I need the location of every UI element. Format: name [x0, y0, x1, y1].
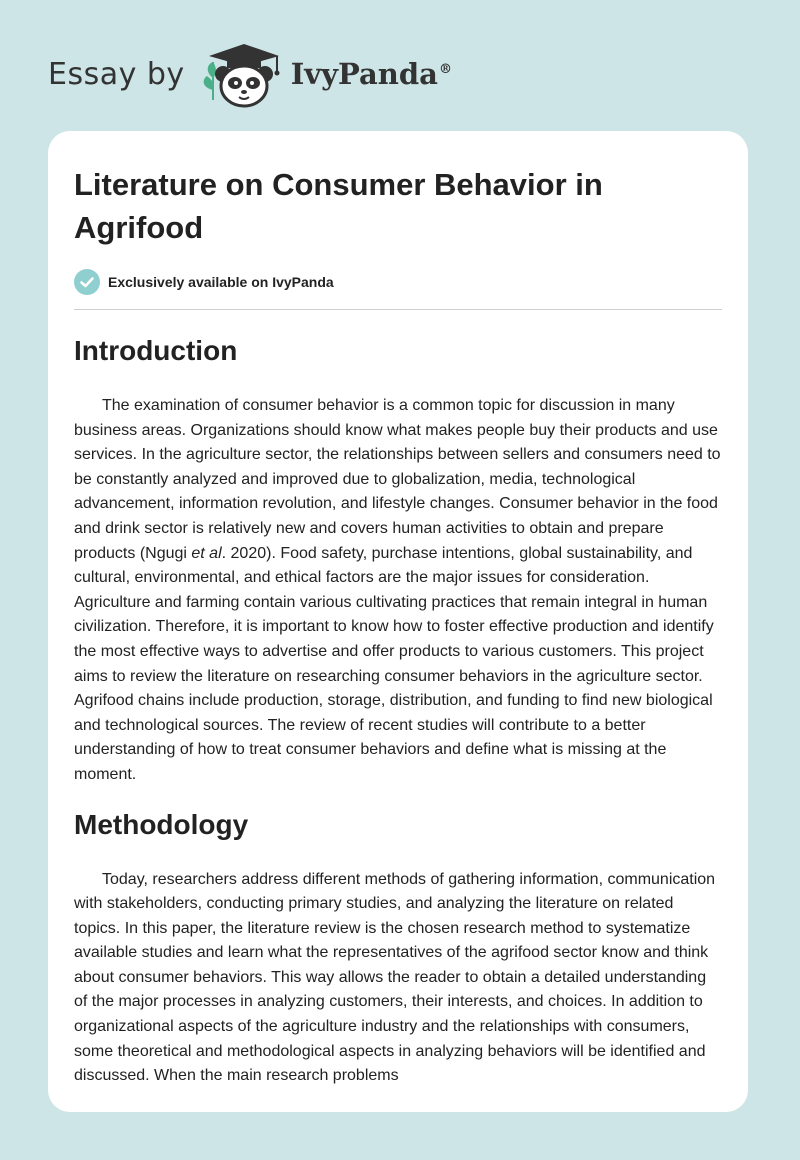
- essay-title: Literature on Consumer Behavior in Agrifood: [74, 167, 603, 245]
- section-heading-methodology: Methodology: [74, 808, 249, 840]
- exclusive-badge: [74, 268, 722, 296]
- badge-text: Exclusively available on IvyPanda: [108, 274, 334, 290]
- check-circle-icon: [74, 269, 100, 295]
- brand-prefix: Essay by: [48, 56, 185, 92]
- brand-header[interactable]: [48, 34, 452, 114]
- panda-graduate-icon: [199, 38, 289, 110]
- methodology-paragraph: Today, researchers address different methods of gathering information, communication with stakeholders, conducting primary studies, and analyzing the literature on related topics. In this paper, the literature review is the chosen research method to systematize available studies and learn what the representatives of the agrifood sector know and think about consumer behaviors. This way allows the reader to obtain a detailed understanding of the major processes in analyzing customers, their interests, and choices. In addition to organizational aspects of the agriculture industry and the relationships with consumers, some theoretical and methodological aspects in analyzing behaviors will be identified and discussed. When the main research problems: [74, 870, 716, 1085]
- brand-name: IvyPanda®: [290, 57, 452, 91]
- essay-card: [48, 131, 748, 1112]
- divider: [74, 309, 722, 310]
- section-heading-introduction: Introduction: [74, 335, 238, 366]
- introduction-paragraph: The examination of consumer behavior is a common topic for discussion in many business areas. Organizations should know what makes people buy their products and use services. In the agriculture sector, the relationships between sellers and consumers need to be constantly analyzed and improved due to globalization, media, technological advancement, information revolution, and lifestyle changes. Consumer behavior in the food and drink sector is relatively new and covers human activities to obtain and prepare products (Ngugi et al. 2020). Food safety, purchase intentions, global sustainability, and cultural, environmental, and ethical factors are the major issues for consideration. Agriculture and farming contain various cultivating practices that remain integral in human civilization. Therefore, it is important to know how to foster effective production and identify the most effective ways to advertise and offer products to various customers. This project aims to review the literature on researching consumer behaviors in the agriculture sector. Agrifood chains include production, storage, distribution, and funding to find new biological and technological sources. The review of recent studies will contribute to a better understanding of how to treat consumer behaviors and define what is missing at the moment.: [74, 397, 721, 783]
